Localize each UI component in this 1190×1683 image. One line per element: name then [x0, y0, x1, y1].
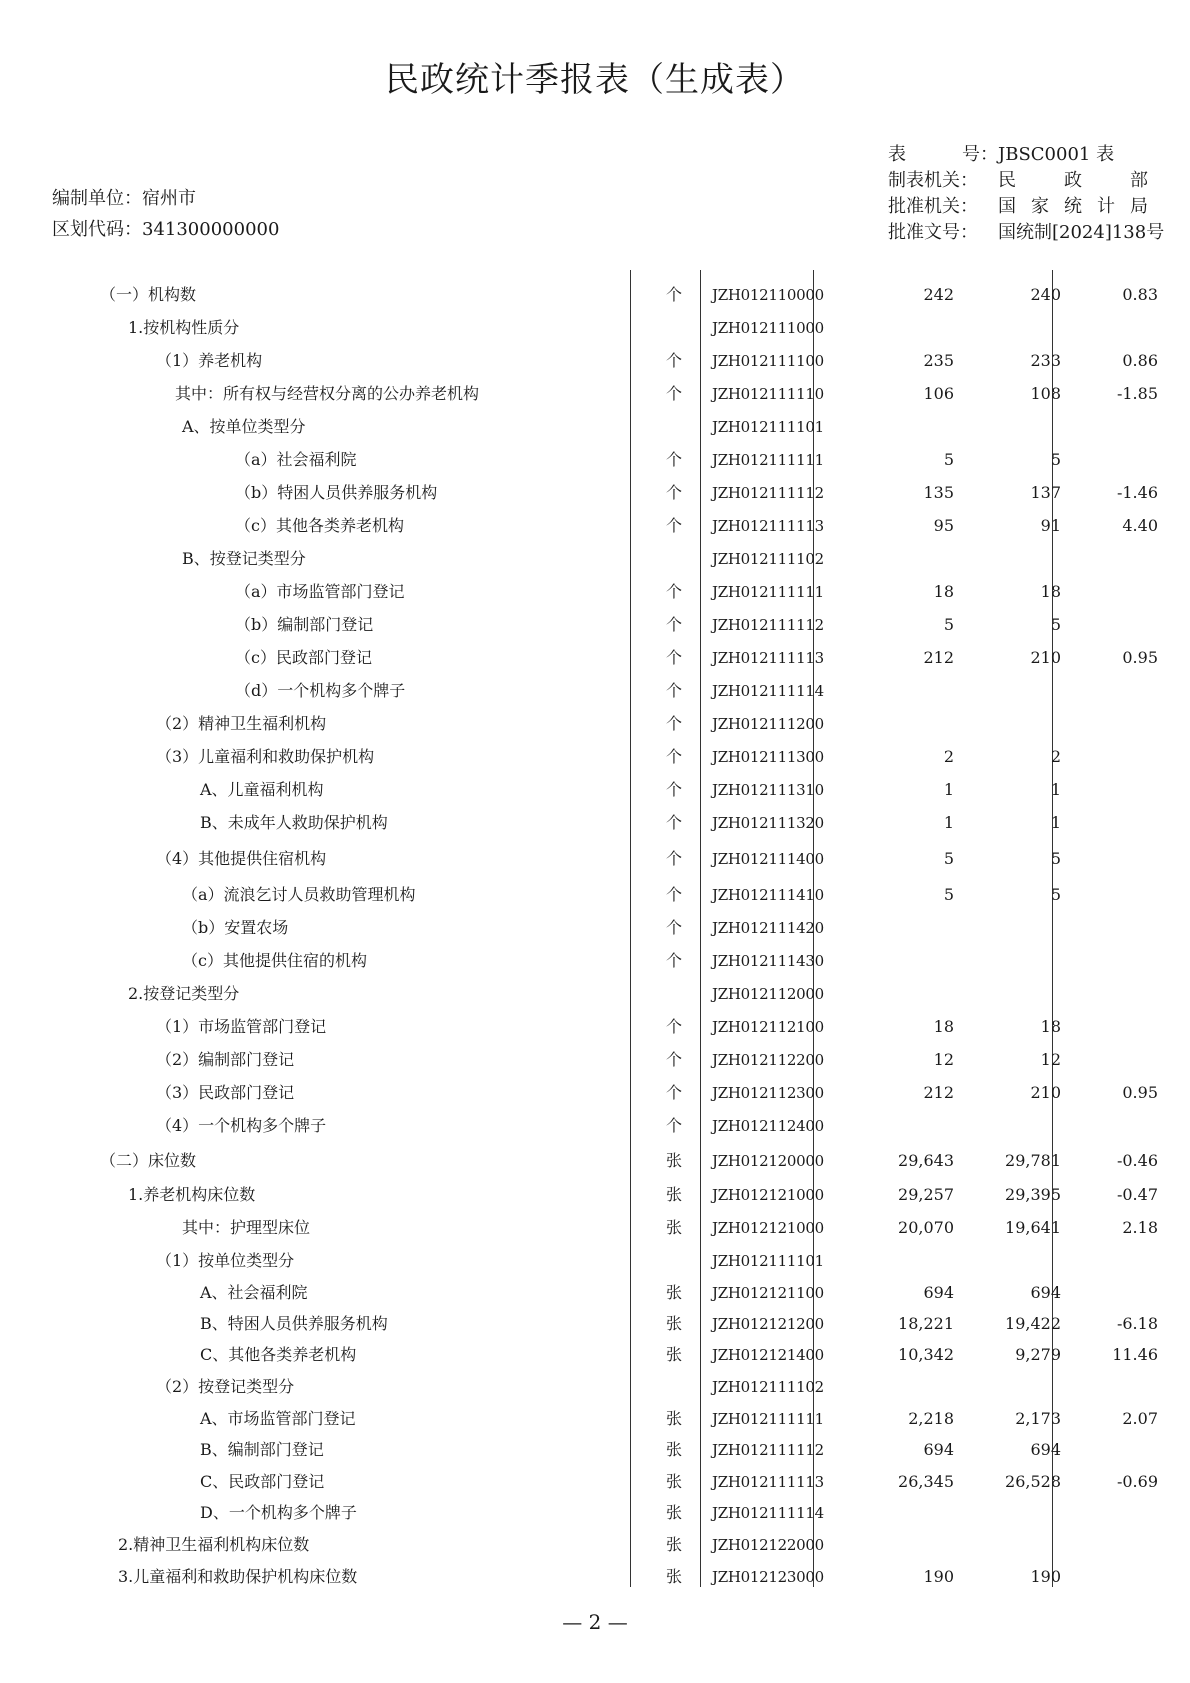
approver-value: 国 家 统 计 局	[998, 196, 1148, 217]
row-code: JZH012111102	[712, 550, 824, 568]
row-label: （d）一个机构多个牌子	[235, 681, 406, 700]
approval-doc-label: 批准文号：	[888, 222, 978, 243]
row-code: JZH012111111	[712, 583, 824, 601]
row-previous-value: 108	[1030, 384, 1061, 403]
table-row	[0, 513, 1190, 539]
row-unit: 张	[665, 1409, 682, 1428]
row-code: JZH012120000	[712, 1152, 824, 1170]
row-unit: 个	[665, 483, 682, 502]
row-change-rate: 4.40	[1122, 516, 1158, 535]
row-label: （c）其他提供住宿的机构	[182, 951, 367, 970]
row-label: A、按单位类型分	[182, 417, 306, 436]
row-change-rate: 2.07	[1122, 1409, 1158, 1428]
row-label: （2）精神卫生福利机构	[156, 714, 327, 733]
report-meta-left	[52, 183, 279, 245]
row-change-rate: -6.18	[1116, 1314, 1158, 1333]
row-unit: 个	[665, 1017, 682, 1036]
row-change-rate: -1.46	[1116, 483, 1158, 502]
row-change-rate: 0.95	[1122, 1083, 1158, 1102]
row-change-rate: 2.18	[1122, 1218, 1158, 1237]
row-code: JZH012121200	[712, 1315, 824, 1333]
row-previous-value: 19,422	[1005, 1314, 1061, 1333]
row-label: （3）民政部门登记	[156, 1083, 295, 1102]
row-previous-value: 2,173	[1015, 1409, 1061, 1428]
page-number: — 2 —	[562, 1610, 628, 1634]
row-current-value: 1	[943, 780, 954, 799]
row-unit: 个	[665, 681, 682, 700]
row-code: JZH012111101	[712, 1252, 824, 1270]
row-label: （2）按登记类型分	[156, 1377, 295, 1396]
row-unit: 张	[665, 1535, 682, 1554]
row-label: （2）编制部门登记	[156, 1050, 295, 1069]
row-unit: 个	[665, 582, 682, 601]
row-label: （一）机构数	[100, 285, 197, 304]
row-current-value: 212	[923, 648, 954, 667]
table-row	[0, 1113, 1190, 1139]
row-unit: 张	[665, 1440, 682, 1459]
row-unit: 个	[665, 351, 682, 370]
row-previous-value: 26,528	[1005, 1472, 1061, 1491]
table-row	[0, 678, 1190, 704]
table-row	[0, 1437, 1190, 1463]
table-row	[0, 1047, 1190, 1073]
row-code: JZH012111400	[712, 850, 824, 868]
row-previous-value: 190	[1030, 1567, 1061, 1586]
row-code: JZH012112400	[712, 1117, 824, 1135]
row-unit: 张	[665, 1218, 682, 1237]
row-unit: 张	[665, 1151, 682, 1170]
row-code: JZH012111111	[712, 451, 824, 469]
row-code: JZH012111300	[712, 748, 824, 766]
row-label: （1）市场监管部门登记	[156, 1017, 327, 1036]
row-code: JZH012111114	[712, 1504, 824, 1522]
row-unit: 个	[665, 648, 682, 667]
row-unit: 张	[665, 1314, 682, 1333]
report-meta-right	[888, 142, 1164, 246]
table-row	[0, 1564, 1190, 1590]
table-row	[0, 1532, 1190, 1558]
row-label: C、民政部门登记	[200, 1472, 325, 1491]
row-code: JZH012111114	[712, 682, 824, 700]
row-label: （b）安置农场	[182, 918, 289, 937]
approver-label: 批准机关：	[888, 196, 978, 217]
table-row	[0, 645, 1190, 671]
row-change-rate: 11.46	[1112, 1345, 1158, 1364]
row-unit: 个	[665, 714, 682, 733]
table-row	[0, 447, 1190, 473]
row-previous-value: 29,395	[1005, 1185, 1061, 1204]
table-row	[0, 1148, 1190, 1174]
row-current-value: 2	[943, 747, 954, 766]
row-label: C、其他各类养老机构	[200, 1345, 357, 1364]
row-current-value: 29,643	[898, 1151, 954, 1170]
table-row	[0, 546, 1190, 572]
table-row	[0, 915, 1190, 941]
table-row	[0, 711, 1190, 737]
row-previous-value: 210	[1030, 648, 1061, 667]
page-title: 民政统计季报表（生成表）	[385, 60, 805, 100]
row-current-value: 18,221	[898, 1314, 954, 1333]
row-current-value: 5	[943, 450, 954, 469]
row-code: JZH012111110	[712, 385, 824, 403]
row-label: （a）流浪乞讨人员救助管理机构	[182, 885, 416, 904]
row-code: JZH012111100	[712, 352, 824, 370]
row-previous-value: 5	[1050, 450, 1061, 469]
row-previous-value: 91	[1040, 516, 1061, 535]
row-code: JZH012111000	[712, 319, 824, 337]
table-row	[0, 612, 1190, 638]
row-previous-value: 18	[1040, 582, 1061, 601]
row-unit: 个	[665, 849, 682, 868]
approval-doc-value: 国统制[2024]138号	[998, 222, 1165, 243]
row-current-value: 5	[943, 849, 954, 868]
row-previous-value: 1	[1050, 813, 1061, 832]
row-label: A、市场监管部门登记	[200, 1409, 356, 1428]
row-previous-value: 18	[1040, 1017, 1061, 1036]
row-unit: 张	[665, 1503, 682, 1522]
row-code: JZH012121000	[712, 1219, 824, 1237]
row-change-rate: -0.69	[1116, 1472, 1158, 1491]
form-number-value: JBSC0001 表	[998, 144, 1115, 165]
row-label: （二）床位数	[100, 1151, 197, 1170]
row-unit: 个	[665, 285, 682, 304]
table-row	[0, 1311, 1190, 1337]
row-unit: 个	[665, 1050, 682, 1069]
row-code: JZH012111320	[712, 814, 824, 832]
row-code: JZH012111200	[712, 715, 824, 733]
maker-row	[888, 168, 1164, 194]
row-code: JZH012121400	[712, 1346, 824, 1364]
row-previous-value: 233	[1030, 351, 1061, 370]
row-label: 其中：护理型床位	[182, 1218, 311, 1237]
table-row	[0, 1080, 1190, 1106]
row-previous-value: 137	[1030, 483, 1061, 502]
row-current-value: 18	[933, 582, 954, 601]
row-unit: 张	[665, 1185, 682, 1204]
row-code: JZH012111112	[712, 616, 824, 634]
table-row	[0, 981, 1190, 1007]
row-label: B、按登记类型分	[182, 549, 306, 568]
table-row	[0, 1342, 1190, 1368]
table-row	[0, 315, 1190, 341]
row-code: JZH012110000	[712, 286, 824, 304]
row-label: （1）养老机构	[156, 351, 263, 370]
row-code: JZH012112200	[712, 1051, 824, 1069]
row-change-rate: -1.85	[1116, 384, 1158, 403]
table-row	[0, 579, 1190, 605]
row-code: JZH012112300	[712, 1084, 824, 1102]
row-current-value: 2,218	[908, 1409, 954, 1428]
row-unit: 个	[665, 813, 682, 832]
table-row	[0, 1500, 1190, 1526]
row-unit: 个	[665, 1083, 682, 1102]
table-row	[0, 480, 1190, 506]
compiling-unit: 编制单位：宿州市	[52, 188, 196, 209]
row-label: B、编制部门登记	[200, 1440, 324, 1459]
row-code: JZH012111112	[712, 1441, 824, 1459]
row-current-value: 12	[933, 1050, 954, 1069]
table-row	[0, 744, 1190, 770]
row-previous-value: 5	[1050, 849, 1061, 868]
row-previous-value: 2	[1050, 747, 1061, 766]
table-row	[0, 948, 1190, 974]
row-code: JZH012111102	[712, 1378, 824, 1396]
row-code: JZH012111430	[712, 952, 824, 970]
row-code: JZH012121100	[712, 1284, 824, 1302]
row-current-value: 10,342	[898, 1345, 954, 1364]
row-unit: 个	[665, 384, 682, 403]
row-current-value: 5	[943, 885, 954, 904]
row-code: JZH012122000	[712, 1536, 824, 1554]
table-row	[0, 282, 1190, 308]
row-code: JZH012112100	[712, 1018, 824, 1036]
row-label: （4）其他提供住宿机构	[156, 849, 327, 868]
row-label: （1）按单位类型分	[156, 1251, 295, 1270]
row-change-rate: 0.83	[1122, 285, 1158, 304]
row-previous-value: 694	[1030, 1283, 1061, 1302]
row-label: （3）儿童福利和救助保护机构	[156, 747, 375, 766]
row-code: JZH012121000	[712, 1186, 824, 1204]
row-current-value: 212	[923, 1083, 954, 1102]
row-label: 其中：所有权与经营权分离的公办养老机构	[175, 384, 480, 403]
row-current-value: 242	[923, 285, 954, 304]
region-code: 区划代码：341300000000	[52, 219, 280, 240]
row-label: （c）其他各类养老机构	[235, 516, 404, 535]
row-current-value: 135	[923, 483, 954, 502]
table-row	[0, 1280, 1190, 1306]
row-code: JZH012111101	[712, 418, 824, 436]
table-row	[0, 777, 1190, 803]
table-row	[0, 1406, 1190, 1432]
row-current-value: 95	[933, 516, 954, 535]
row-label: （b）编制部门登记	[235, 615, 374, 634]
row-change-rate: -0.47	[1116, 1185, 1158, 1204]
row-current-value: 1	[943, 813, 954, 832]
row-code: JZH012111112	[712, 484, 824, 502]
row-unit: 个	[665, 450, 682, 469]
row-current-value: 694	[923, 1440, 954, 1459]
row-previous-value: 694	[1030, 1440, 1061, 1459]
row-label: 2.按登记类型分	[128, 984, 240, 1003]
row-label: （4）一个机构多个牌子	[156, 1116, 327, 1135]
row-code: JZH012111113	[712, 517, 824, 535]
row-current-value: 235	[923, 351, 954, 370]
row-previous-value: 5	[1050, 615, 1061, 634]
table-row	[0, 414, 1190, 440]
row-label: B、未成年人救助保护机构	[200, 813, 388, 832]
row-label: B、特困人员供养服务机构	[200, 1314, 388, 1333]
maker-value: 民 政 部	[998, 170, 1148, 191]
row-label: A、社会福利院	[200, 1283, 308, 1302]
row-current-value: 20,070	[898, 1218, 954, 1237]
row-previous-value: 240	[1030, 285, 1061, 304]
row-unit: 个	[665, 885, 682, 904]
approver-row	[888, 194, 1164, 220]
row-current-value: 694	[923, 1283, 954, 1302]
row-previous-value: 19,641	[1005, 1218, 1061, 1237]
table-row	[0, 1215, 1190, 1241]
row-unit: 个	[665, 747, 682, 766]
table-row	[0, 1469, 1190, 1495]
row-label: 1.按机构性质分	[128, 318, 240, 337]
row-unit: 个	[665, 516, 682, 535]
table-row	[0, 1182, 1190, 1208]
table-row	[0, 810, 1190, 836]
table-row	[0, 1248, 1190, 1274]
row-previous-value: 29,781	[1005, 1151, 1061, 1170]
maker-label: 制表机关：	[888, 170, 978, 191]
form-number-label: 表 号：	[888, 144, 998, 165]
row-unit: 张	[665, 1345, 682, 1364]
table-row	[0, 882, 1190, 908]
row-previous-value: 1	[1050, 780, 1061, 799]
row-label: （c）民政部门登记	[235, 648, 372, 667]
table-row	[0, 846, 1190, 872]
row-label: 3.儿童福利和救助保护机构床位数	[118, 1567, 358, 1586]
row-previous-value: 5	[1050, 885, 1061, 904]
row-unit: 张	[665, 1567, 682, 1586]
row-label: 2.精神卫生福利机构床位数	[118, 1535, 310, 1554]
row-unit: 个	[665, 1116, 682, 1135]
row-code: JZH012111410	[712, 886, 824, 904]
row-code: JZH012111111	[712, 1410, 824, 1428]
table-row	[0, 1014, 1190, 1040]
row-code: JZH012111420	[712, 919, 824, 937]
row-label: D、一个机构多个牌子	[200, 1503, 357, 1522]
row-change-rate: -0.46	[1116, 1151, 1158, 1170]
row-current-value: 29,257	[898, 1185, 954, 1204]
row-change-rate: 0.86	[1122, 351, 1158, 370]
approval-doc-row	[888, 220, 1164, 246]
row-previous-value: 9,279	[1015, 1345, 1061, 1364]
row-current-value: 26,345	[898, 1472, 954, 1491]
table-row	[0, 381, 1190, 407]
row-previous-value: 210	[1030, 1083, 1061, 1102]
row-code: JZH012111113	[712, 1473, 824, 1491]
row-label: A、儿童福利机构	[200, 780, 324, 799]
row-current-value: 5	[943, 615, 954, 634]
row-current-value: 106	[923, 384, 954, 403]
row-unit: 个	[665, 951, 682, 970]
row-label: （a）市场监管部门登记	[235, 582, 405, 601]
row-current-value: 18	[933, 1017, 954, 1036]
row-label: 1.养老机构床位数	[128, 1185, 256, 1204]
row-current-value: 190	[923, 1567, 954, 1586]
row-unit: 个	[665, 918, 682, 937]
row-unit: 个	[665, 780, 682, 799]
row-unit: 张	[665, 1283, 682, 1302]
row-unit: 个	[665, 615, 682, 634]
row-label: （a）社会福利院	[235, 450, 357, 469]
row-unit: 张	[665, 1472, 682, 1491]
row-change-rate: 0.95	[1122, 648, 1158, 667]
row-code: JZH012111310	[712, 781, 824, 799]
row-label: （b）特困人员供养服务机构	[235, 483, 438, 502]
row-code: JZH012123000	[712, 1568, 824, 1586]
table-row	[0, 1374, 1190, 1400]
row-code: JZH012111113	[712, 649, 824, 667]
form-number-row	[888, 142, 1164, 168]
row-code: JZH012112000	[712, 985, 824, 1003]
row-previous-value: 12	[1040, 1050, 1061, 1069]
table-row	[0, 348, 1190, 374]
